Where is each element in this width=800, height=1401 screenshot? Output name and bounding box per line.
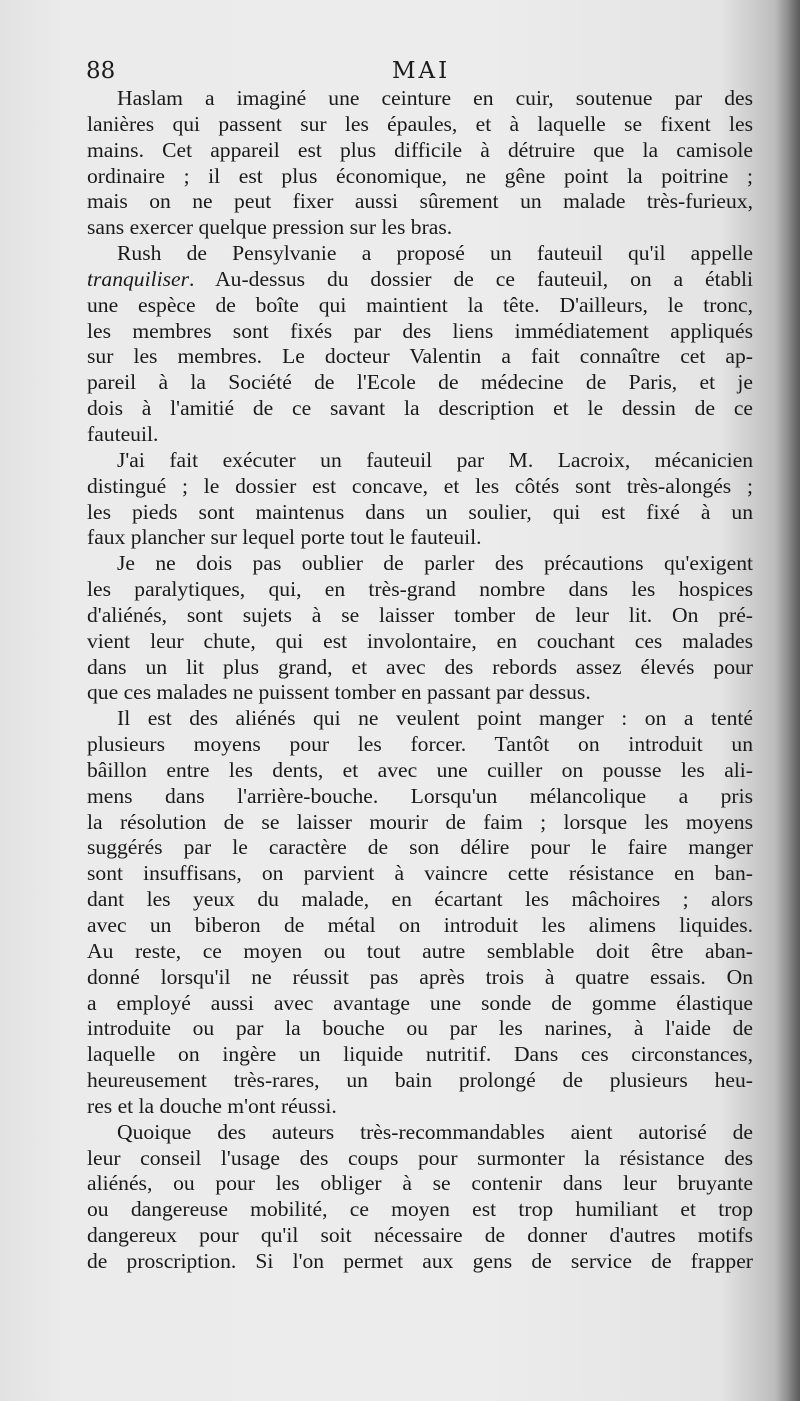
text-line: Rush de Pensylvanie a proposé un fauteuil qu'il appelle [117,241,753,266]
page-number: 88 [86,58,116,84]
text-line: sont insuffisans, on parvient à vaincre cette résistance en ban- [87,861,753,886]
text-line: Quoique des auteurs très-recommandables aient autorisé de [117,1119,753,1144]
spine-shadow [774,0,800,1401]
text-line: leur conseil l'usage des coups pour surmonter la résistance des [87,1145,753,1170]
text-line: la résolution de se laisser mourir de faim ; lorsque les moyens [87,809,753,834]
text-line: bâillon entre les dents, et avec une cuiller on pousse les ali- [87,757,753,782]
text-line: dois à l'amitié de ce savant la description et le dessin de ce [87,396,753,421]
text-line: laquelle on ingère un liquide nutritif. Dans ces circonstances, [87,1042,753,1067]
text-line: lanières qui passent sur les épaules, et à laquelle se fixent les [87,111,753,136]
text-line: distingué ; le dossier est concave, et les côtés sont très-alongés ; [87,473,753,498]
body-text [87,86,753,1275]
text-line: aliénés, ou pour les obliger à se contenir dans leur bruyante [87,1171,753,1196]
text-line: res et la douche m'ont réussi. [87,1093,337,1118]
text-line: ou dangereuse mobilité, ce moyen est trop humiliant et trop [87,1197,753,1222]
text-line: tranquiliser. Au-dessus du dossier de ce fauteuil, on a établi [87,266,753,291]
text-line: dangereux pour qu'il soit nécessaire de donner d'autres motifs [87,1223,753,1248]
text-line: heureusement très-rares, un bain prolongé de plusieurs heu- [87,1068,753,1093]
text-line: J'ai fait exécuter un fauteuil par M. Lacroix, mécanicien [117,447,753,472]
text-line: plusieurs moyens pour les forcer. Tantôt on introduit un [87,732,753,757]
text-line: Il est des aliénés qui ne veulent point manger : on a tenté [117,706,753,731]
text-line: une espèce de boîte qui maintient la tête. D'ailleurs, le tronc, [87,292,753,317]
text-line: pareil à la Société de l'Ecole de médecine de Paris, et je [87,370,753,395]
text-line: dant les yeux du malade, en écartant les mâchoires ; alors [87,887,753,912]
text-line: Haslam a imaginé une ceinture en cuir, soutenue par des [117,86,753,110]
text-line: vient leur chute, qui est involontaire, en couchant ces malades [87,628,753,653]
text-line: ordinaire ; il est plus économique, ne gêne point la poitrine ; [87,163,753,188]
running-title: MAI [392,58,451,84]
text-line: de proscription. Si l'on permet aux gens de service de frapper [87,1248,753,1273]
text-line: les paralytiques, qui, en très-grand nombre dans les hospices [87,577,753,602]
text-line: d'aliénés, sont sujets à se laisser tomber de leur lit. On pré- [87,602,753,627]
text-line: donné lorsqu'il ne réussit pas après trois à quatre essais. On [87,964,753,989]
text-line: fauteuil. [87,421,159,446]
text-line: a employé aussi avec avantage une sonde de gomme élastique [87,990,753,1015]
text-line: Je ne dois pas oublier de parler des précautions qu'exigent [117,551,753,576]
text-line: Au reste, ce moyen ou tout autre semblable doit être aban- [87,938,753,963]
text-line: mais on ne peut fixer aussi sûrement un malade très-furieux, [87,189,753,214]
text-line: les pieds sont maintenus dans un soulier, qui est fixé à un [87,499,753,524]
text-line: que ces malades ne puissent tomber en passant par dessus. [87,680,591,705]
text-line: mains. Cet appareil est plus difficile à détruire que la camisole [87,137,753,162]
text-line: avec un biberon de métal on introduit les alimens liquides. [87,913,753,937]
text-line: faux plancher sur lequel porte tout le fauteuil. [87,525,482,550]
text-line: les membres sont fixés par des liens immédiatement appliqués [87,318,753,343]
text-line: sur les membres. Le docteur Valentin a fait connaître cet ap- [87,344,753,369]
text-line: sans exercer quelque pression sur les bras. [87,215,453,240]
text-line: mens dans l'arrière-bouche. Lorsqu'un mélancolique a pris [87,783,753,808]
text-line: suggérés par le caractère de son délire pour le faire manger [87,835,753,860]
text-line: dans un lit plus grand, et avec des rebords assez élevés pour [87,654,753,679]
text-line: introduite ou par la bouche ou par les narines, à l'aide de [87,1016,753,1041]
